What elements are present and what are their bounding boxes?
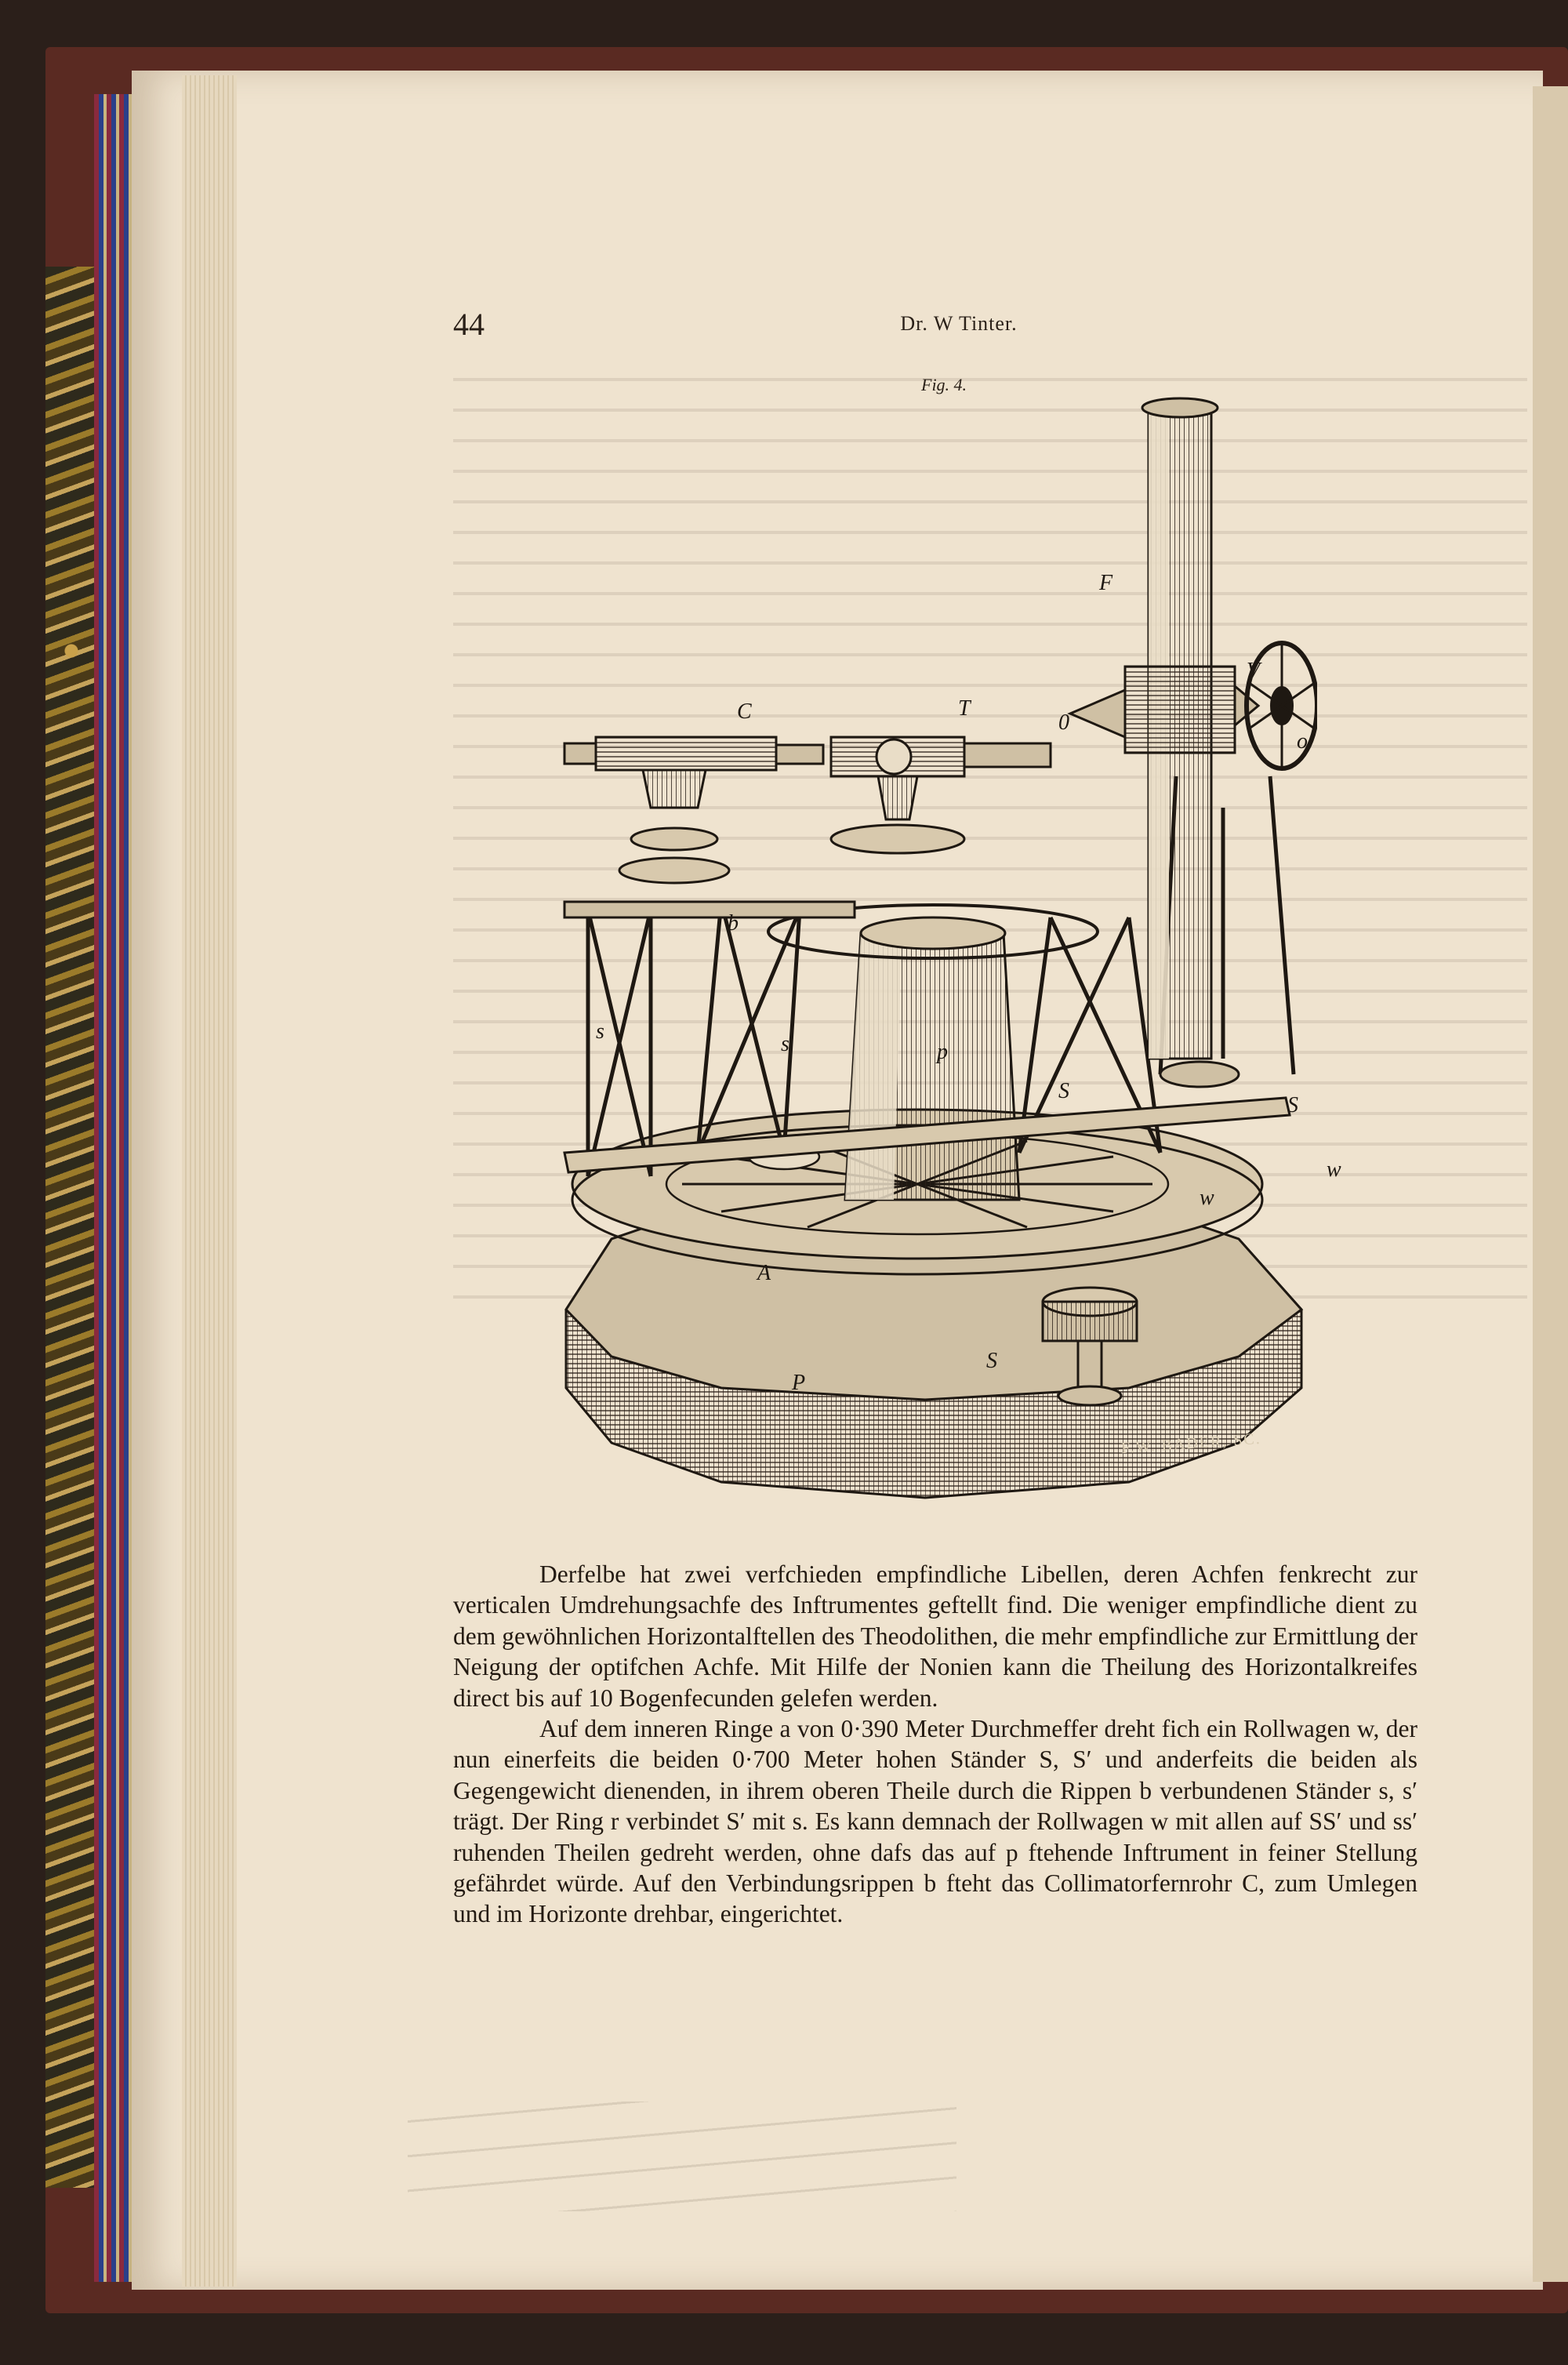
label-b: b: [728, 911, 739, 935]
label-T: T: [958, 696, 971, 721]
label-w-right: w: [1327, 1157, 1341, 1182]
label-A: A: [757, 1261, 771, 1285]
label-s-inner: s: [781, 1032, 789, 1056]
running-head: Dr. W Tinter.: [900, 312, 1018, 335]
paragraph-1: Derfelbe hat zwei verfchieden empfindliche Libellen, deren Achfen fenkrecht zur verticalen Umdrehungsachfe des Inftrumentes geftellt find. Die weniger empfindliche dient zu dem gewöhnlichen Horizontalftellen des Theodolithen, die mehr empfindliche zur Ermittlung der Neigung der optifchen Achfe. Mit Hilfe der Nonien kann die Theilung des Horizontalkreifes direct bis auf 10 Bogenfecunden gelefen werden.: [453, 1560, 1417, 1712]
label-F: F: [1099, 571, 1113, 595]
figure-caption: Fig. 4.: [921, 375, 967, 394]
label-S-center: S: [1058, 1079, 1069, 1103]
label-s-left: s: [596, 1019, 604, 1044]
collimator-telescope: [564, 737, 823, 883]
label-S-right: S: [1287, 1093, 1298, 1117]
label-O-upper: 0: [1058, 710, 1069, 735]
label-P: P: [792, 1371, 806, 1395]
theodolite: [831, 737, 1051, 853]
paragraph-2: Auf dem inneren Ringe a von 0·390 Meter Durchmeffer dreht fich ein Rollwagen w, der nun einerfeits die beiden 0·700 Meter hohen Ständer S, S′ und anderfeits die beiden als Gegengewicht dienenden, in ihrem oberen Theile durch die Rippen b verbundenen Ständer s, s′ trägt. Der Ring r verbindet S′ mit s. Es kann demnach der Rollwagen w mit allen auf SS′ und ss′ ruhenden Theilen gedreht werden, ohne dafs das auf p ftehende Inftrument in feiner Stellung gefährdet würde. Auf den Verbindungsrippen b fteht das Collimatorfernrohr C, zum Umlegen und im Horizonte drehbar, eingerichtet.: [453, 1715, 1417, 1928]
bleed-through-text-lower: [408, 2102, 956, 2211]
engraver-signature: F.W. BADER, SC.: [1120, 1430, 1262, 1458]
theodolite-engraving: [549, 369, 1317, 1513]
page-header: [453, 306, 1465, 345]
page-number: 44: [453, 307, 485, 342]
label-o-right: o: [1297, 729, 1308, 754]
label-w-inner: w: [1200, 1186, 1214, 1210]
label-p: p: [937, 1040, 948, 1064]
next-page-edge: [1533, 86, 1568, 2282]
label-V: V: [1247, 659, 1261, 683]
label-C: C: [737, 699, 752, 724]
page-stack: [182, 75, 237, 2287]
body-text: [453, 1559, 1417, 1930]
label-S-base: S: [986, 1349, 997, 1373]
